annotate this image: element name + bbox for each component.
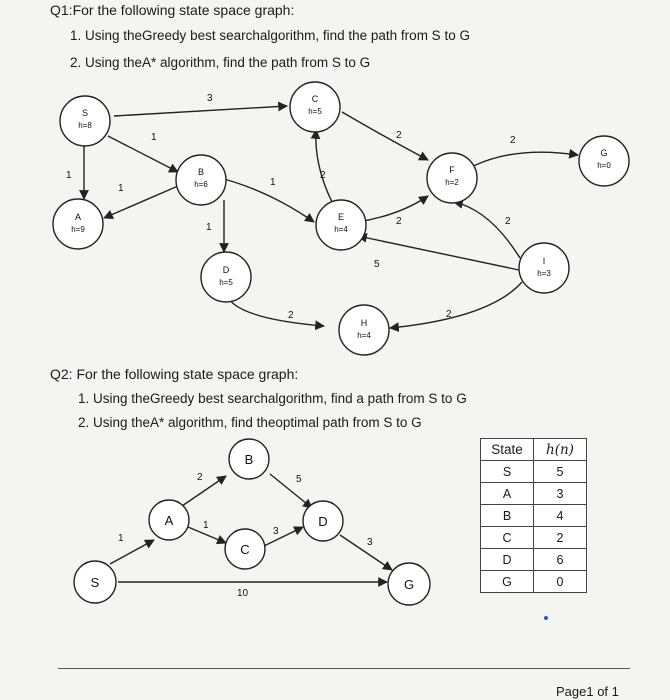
node2-a xyxy=(149,500,189,540)
table-row xyxy=(481,527,587,549)
svg-text:D: D xyxy=(318,514,328,529)
w2-bd: 5 xyxy=(296,474,302,485)
svg-text:G: G xyxy=(403,577,415,592)
page-number: Page1 of 1 xyxy=(556,684,619,699)
q2-title: Q2: For the following state space graph: xyxy=(50,366,299,382)
table-row xyxy=(481,549,587,571)
svg-text:A: A xyxy=(164,513,174,528)
w-be: 1 xyxy=(270,177,276,188)
w2-sg: 10 xyxy=(237,588,249,599)
svg-text:h=4: h=4 xyxy=(357,331,371,340)
table-header-row xyxy=(481,439,587,461)
edge2-b-d xyxy=(270,474,312,508)
table-header-state: State xyxy=(481,439,534,461)
svg-text:F: F xyxy=(449,165,455,175)
svg-text:B: B xyxy=(197,167,205,177)
table-cell: 2 xyxy=(534,527,587,549)
table-cell: G xyxy=(481,571,534,593)
w-ba: 1 xyxy=(118,183,124,194)
edge2-s-a xyxy=(110,540,154,564)
w-if: 2 xyxy=(505,216,511,227)
svg-text:H: H xyxy=(360,318,368,328)
w-ie: 5 xyxy=(374,259,380,270)
svg-text:I: I xyxy=(542,256,546,266)
svg-text:G: G xyxy=(600,148,608,158)
table-header-h: h(n) xyxy=(534,439,587,461)
table-row xyxy=(481,571,587,593)
w-ef: 2 xyxy=(396,216,402,227)
w2-ac: 1 xyxy=(203,520,209,531)
w-dh: 2 xyxy=(288,310,294,321)
w-sa: 1 xyxy=(66,170,72,181)
node2-d xyxy=(303,501,343,541)
w-ec: 2 xyxy=(320,170,326,181)
table-row xyxy=(481,483,587,505)
w-ih: 2 xyxy=(446,309,452,320)
node2-c xyxy=(225,529,265,569)
svg-text:B: B xyxy=(244,452,254,467)
table-row xyxy=(481,461,587,483)
q1-title: Q1:For the following state space graph: xyxy=(50,2,295,18)
q2-item-2: 2. Using theA* algorithm, find theoptimal path from S to G xyxy=(78,415,422,430)
q1-item-2: 2. Using theA* algorithm, find the path from S to G xyxy=(70,55,371,70)
w2-ab: 2 xyxy=(197,472,203,483)
w2-sa: 1 xyxy=(118,533,124,544)
table-cell: D xyxy=(481,549,534,571)
w2-dg: 3 xyxy=(367,537,373,548)
svg-text:S: S xyxy=(90,575,100,590)
w2-cd: 3 xyxy=(273,526,279,537)
edge2-c-d xyxy=(264,527,303,546)
stray-dot xyxy=(544,616,548,620)
w-bd: 1 xyxy=(206,222,212,233)
svg-text:h=3: h=3 xyxy=(537,269,551,278)
w-sc: 3 xyxy=(207,93,213,104)
table-cell: 0 xyxy=(534,571,587,593)
table-cell: 3 xyxy=(534,483,587,505)
svg-text:A: A xyxy=(74,212,82,222)
table-cell: 6 xyxy=(534,549,587,571)
svg-text:E: E xyxy=(337,212,345,222)
table-cell: C xyxy=(481,527,534,549)
svg-text:h=9: h=9 xyxy=(71,225,85,234)
table-cell: S xyxy=(481,461,534,483)
svg-text:C: C xyxy=(240,542,250,557)
table-row xyxy=(481,505,587,527)
w-fg: 2 xyxy=(510,135,516,146)
table-cell: A xyxy=(481,483,534,505)
svg-text:h=2: h=2 xyxy=(445,178,459,187)
svg-text:h=0: h=0 xyxy=(597,161,611,170)
svg-text:h=4: h=4 xyxy=(334,225,348,234)
svg-text:h=5: h=5 xyxy=(219,278,233,287)
heuristic-table xyxy=(480,438,587,593)
svg-text:h=5: h=5 xyxy=(308,107,322,116)
w-cf: 2 xyxy=(396,130,402,141)
node2-g xyxy=(388,563,430,605)
svg-text:h=6: h=6 xyxy=(194,180,208,189)
q1-item-1: 1. Using theGreedy best searchalgorithm, find the path from S to G xyxy=(70,28,470,43)
edge2-a-b xyxy=(182,476,226,506)
table-cell: 4 xyxy=(534,505,587,527)
table-cell: 5 xyxy=(534,461,587,483)
table-cell: B xyxy=(481,505,534,527)
node2-s xyxy=(74,561,116,603)
svg-text:C: C xyxy=(311,94,319,104)
edge2-d-g xyxy=(340,535,392,570)
q2-item-1: 1. Using theGreedy best searchalgorithm, find a path from S to G xyxy=(78,391,467,406)
svg-text:D: D xyxy=(222,265,230,275)
w-sb: 1 xyxy=(151,132,157,143)
svg-text:S: S xyxy=(81,108,89,118)
svg-text:h=8: h=8 xyxy=(78,121,92,130)
footer-divider xyxy=(58,668,630,669)
node2-b xyxy=(229,439,269,479)
